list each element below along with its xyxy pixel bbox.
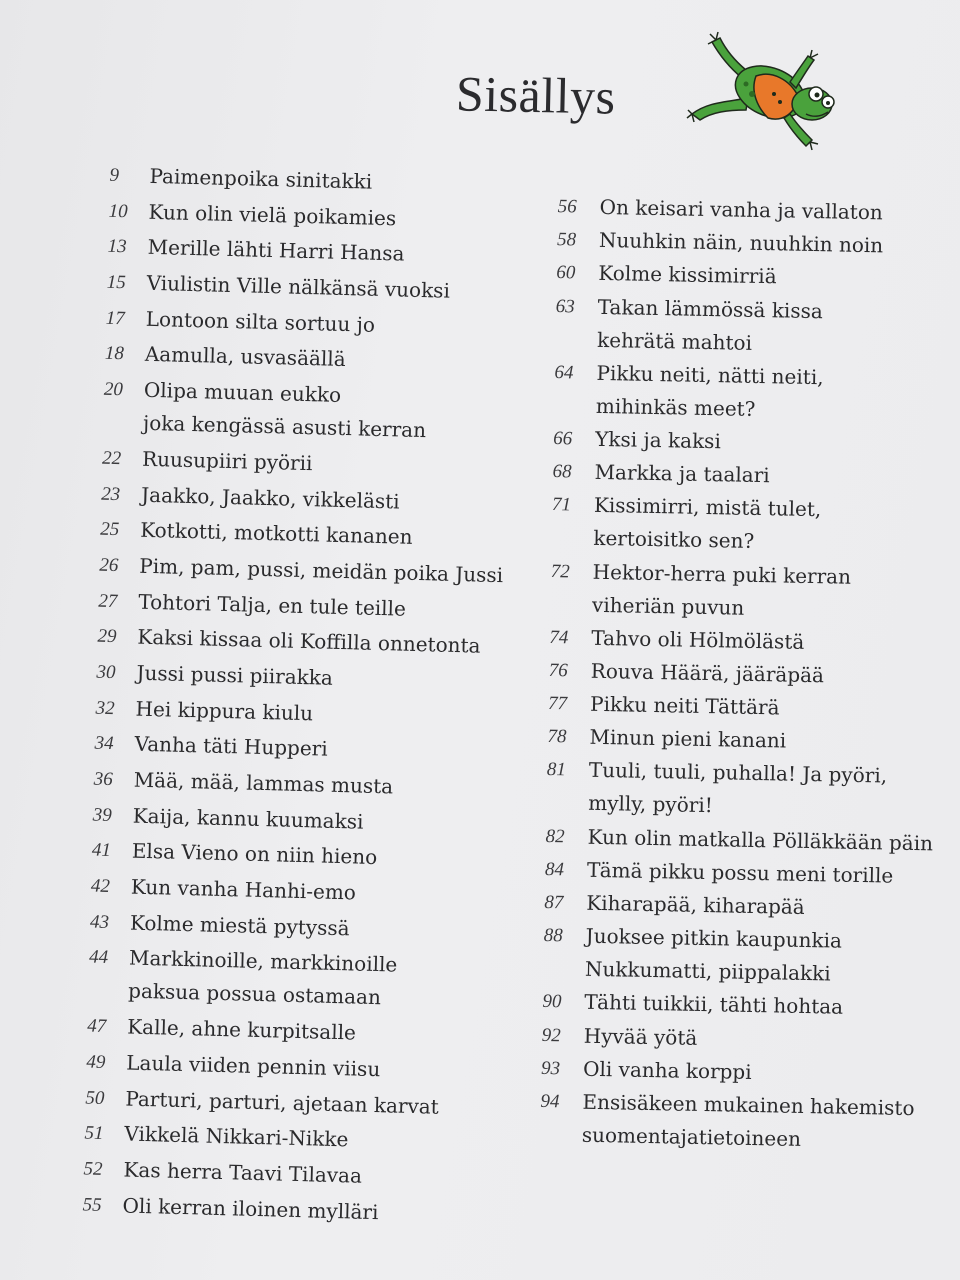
entry-title-line: Takan lämmössä kissa <box>597 294 824 323</box>
page-number: 42 <box>90 875 111 898</box>
entry-title-line: kehrätä mahtoi <box>596 327 753 355</box>
page-number: 23 <box>100 483 121 505</box>
page-number: 10 <box>108 200 128 222</box>
contents-list-left <box>52 158 540 1235</box>
page-number: 77 <box>547 693 568 715</box>
page-number: 47 <box>87 1015 107 1038</box>
page-number: 39 <box>92 804 113 826</box>
page-number: 36 <box>93 768 114 791</box>
page-number: 20 <box>103 378 124 401</box>
entry-title-line: Jaakko, Jaakko, vikkelästi <box>140 482 400 513</box>
entry-title-line: mihinkäs meet? <box>595 393 756 421</box>
entry-title-line: Parturi, parturi, ajetaan karvat <box>125 1086 440 1119</box>
entry-title-line: Markka ja taalari <box>594 459 770 488</box>
contents-entry <box>542 753 923 826</box>
page-number: 60 <box>556 262 576 284</box>
entry-title-line: Mää, mää, lammas musta <box>133 767 394 799</box>
entry-title-line: Markkinoille, markkinoille <box>128 946 398 978</box>
entry-title-line: Oli kerran iloinen mylläri <box>122 1193 379 1224</box>
page-number: 90 <box>542 991 562 1013</box>
entry-title-line: Olipa muuan eukko <box>143 377 342 408</box>
entry-title-line: kertoisitko sen? <box>593 526 755 554</box>
entry-title-line: Tahvo oli Hölmölästä <box>591 625 805 654</box>
entry-title-line: Kun olin vielä poikamies <box>148 199 397 230</box>
page-number: 74 <box>549 626 569 649</box>
entry-title-line: paksua possua ostamaan <box>127 978 382 1010</box>
entry-title-line: Merille lähti Harri Hansa <box>147 235 405 266</box>
entry-title-line: Pikku neiti, nätti neiti, <box>596 360 824 389</box>
entry-title-line: Vanha täti Hupperi <box>134 731 328 761</box>
entry-title-line: Kolme kissimirriä <box>598 261 777 289</box>
page-number: 81 <box>546 759 567 781</box>
entry-title <box>585 920 920 992</box>
page-number: 94 <box>540 1090 560 1113</box>
entry-title-line: Elsa Vieno on niin hieno <box>131 838 378 870</box>
contents-entry <box>58 940 520 1018</box>
entry-title-line: Tuuli, tuuli, puhalla! Ja pyöri, <box>588 758 888 788</box>
page-number: 15 <box>106 271 127 294</box>
page-number: 51 <box>84 1122 104 1145</box>
entry-title-line: Kotkotti, motkotti kananen <box>139 517 413 550</box>
entry-title-line: Vikkelä Nikkari-Nikke <box>124 1121 349 1152</box>
entry-title <box>597 290 932 362</box>
contents-entry <box>536 1085 917 1158</box>
contents-entry <box>546 554 927 627</box>
page-number: 18 <box>104 343 125 365</box>
page-number: 56 <box>557 196 577 218</box>
page-number: 50 <box>85 1086 105 1109</box>
entry-title-line: Lontoon silta sortuu jo <box>145 306 376 337</box>
page-number: 32 <box>95 697 115 719</box>
entry-title-line: Kun olin matkalla Pölläkkään päin <box>587 824 934 856</box>
page-number: 92 <box>541 1024 561 1046</box>
page-title: Sisällys <box>455 65 617 125</box>
entry-title-line: Minun pieni kanani <box>589 725 787 753</box>
entry-title-line: Aamulla, usvasäällä <box>144 342 346 372</box>
entry-title <box>593 489 928 561</box>
page-number: 30 <box>96 661 116 684</box>
page-number: 49 <box>86 1051 106 1073</box>
page-number: 76 <box>548 659 568 682</box>
contents-entry <box>550 356 931 429</box>
entry-title <box>582 1086 917 1158</box>
page-number: 44 <box>88 946 109 969</box>
entry-title-line: mylly, pyöri! <box>588 791 714 818</box>
page-number: 13 <box>107 236 127 258</box>
page-number: 66 <box>553 427 573 450</box>
entry-title-line: Kun vanha Hanhi-emo <box>130 874 357 905</box>
entry-title-line: Kolme miestä pytyssä <box>129 910 350 941</box>
page-number: 64 <box>554 361 574 384</box>
page-number: 71 <box>551 494 572 516</box>
entry-title-line: Kissimirri, mistä tulet, <box>593 493 822 522</box>
page-number: 52 <box>83 1158 103 1180</box>
entry-title-line: Rouva Häärä, jääräpää <box>590 658 825 688</box>
page-number: 78 <box>547 726 567 748</box>
entry-title-line: Tohtori Talja, en tule teille <box>138 589 407 621</box>
entry-title-line: Juoksee pitkin kaupunkia <box>585 923 843 953</box>
entry-title-line: Oli vanha korppi <box>582 1056 752 1084</box>
entry-title-line: joka kengässä asusti kerran <box>142 410 427 443</box>
entry-title <box>128 942 520 1018</box>
entry-title-line: Kaksi kissaa oli Koffilla onnetonta <box>137 624 481 658</box>
contents-entry <box>547 488 928 561</box>
entry-title-line: Yksi ja kaksi <box>595 426 722 454</box>
page-number: 82 <box>545 825 565 847</box>
entry-title-line: Tähti tuikkii, tähti hohtaa <box>584 990 844 1020</box>
page-number: 29 <box>97 625 117 648</box>
entry-title-line: Nuuhkin näin, nuuhkin noin <box>598 228 884 258</box>
entry-title-line: Ruusupiiri pyörii <box>141 446 313 475</box>
page-number: 26 <box>99 554 119 577</box>
page-number: 25 <box>100 518 120 541</box>
entry-title <box>588 754 923 826</box>
contents-list-right <box>536 190 934 1158</box>
entry-title-line: viheriän puvun <box>591 592 745 620</box>
entry-title <box>592 555 927 627</box>
entry-title-line: Pikku neiti Tättärä <box>589 691 780 720</box>
entry-title <box>122 1189 513 1232</box>
page-number: 34 <box>94 732 114 755</box>
entry-title-line: On keisari vanha ja vallaton <box>599 194 884 225</box>
entry-title <box>143 374 535 450</box>
entry-title-line: Kalle, ahne kurpitsalle <box>126 1014 357 1045</box>
page-number: 84 <box>544 858 565 881</box>
entry-title-line: Hyvää yötä <box>583 1023 698 1050</box>
entry-title-line: suomentajatietoineen <box>581 1122 802 1151</box>
page-number: 63 <box>555 295 575 317</box>
entry-title-line: Ensisäkeen mukainen hakemisto <box>582 1089 915 1121</box>
page-number: 88 <box>543 925 563 947</box>
page-number: 43 <box>89 911 110 933</box>
page-number: 9 <box>109 164 120 187</box>
entry-title <box>596 357 931 429</box>
page-number: 68 <box>552 461 572 483</box>
contents-entry <box>73 372 535 450</box>
page-number: 22 <box>101 447 122 469</box>
page-number: 27 <box>98 590 118 612</box>
page-number: 93 <box>540 1057 561 1080</box>
entry-title-line: Laula viiden pennin viisu <box>126 1050 381 1081</box>
contents-entry <box>551 290 932 363</box>
page-number: 58 <box>556 229 577 251</box>
entry-title-line: Tämä pikku possu meni torille <box>586 857 894 888</box>
page-number: 41 <box>91 839 112 862</box>
entry-title-line: Hektor-herra puki kerran <box>592 559 852 589</box>
page-number: 72 <box>550 560 570 582</box>
contents-entry <box>539 919 920 992</box>
entry-title-line: Kaija, kannu kuumaksi <box>132 803 364 834</box>
page-number: 17 <box>105 307 126 329</box>
page-number: 87 <box>544 891 564 914</box>
entry-title-line: Pim, pam, pussi, meidän poika Jussi <box>139 553 504 588</box>
entry-title-line: Kiharapää, kiharapää <box>586 890 805 919</box>
page-number: 55 <box>82 1193 102 1216</box>
entry-title-line: Paimenpoika sinitakki <box>149 163 373 194</box>
entry-title-line: Viulistin Ville nälkänsä vuoksi <box>146 270 451 303</box>
frog-icon <box>686 30 846 160</box>
entry-title-line: Kas herra Taavi Tilavaa <box>123 1157 363 1188</box>
entry-title-line: Nukkumatti, piippalakki <box>584 956 831 986</box>
entry-title-line: Hei kippura kiulu <box>135 696 314 725</box>
entry-title-line: Jussi pussi piirakka <box>136 660 334 690</box>
